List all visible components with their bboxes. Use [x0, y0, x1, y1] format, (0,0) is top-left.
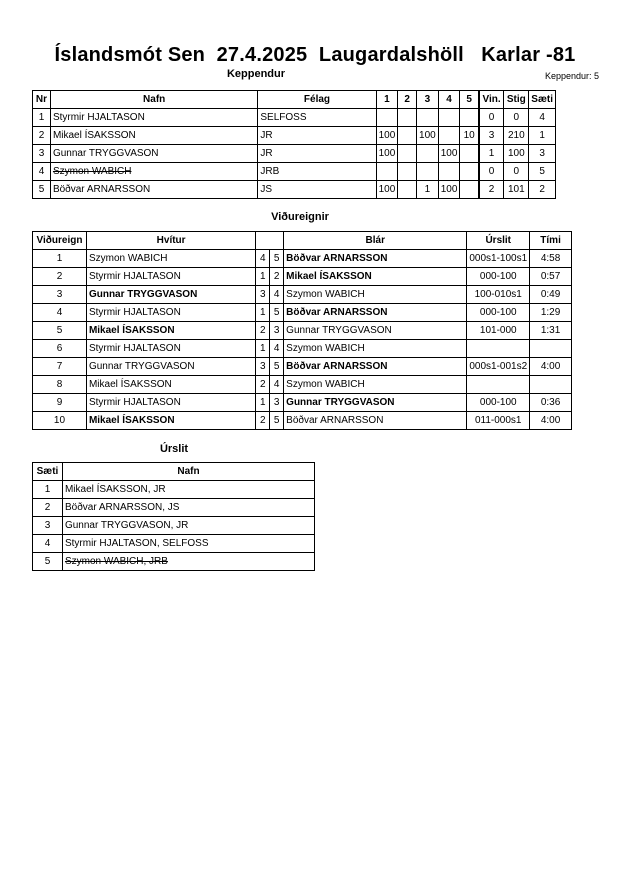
match-result: 000s1-001s2	[467, 358, 530, 376]
participant-score-r3: 1	[417, 181, 439, 199]
match-blue-nr: 4	[270, 286, 284, 304]
match-blue-nr: 5	[270, 304, 284, 322]
match-white-nr: 4	[256, 250, 270, 268]
match-row	[33, 412, 572, 430]
match-blue: Gunnar TRYGGVASON	[284, 322, 467, 340]
match-white: Gunnar TRYGGVASON	[86, 358, 255, 376]
match-result: 000-100	[467, 268, 530, 286]
participant-points: 0	[504, 163, 529, 181]
participant-score-r3	[417, 163, 439, 181]
match-number: 1	[33, 250, 87, 268]
col-club: Félag	[258, 91, 376, 109]
match-white-nr: 2	[256, 412, 270, 430]
match-row	[33, 394, 572, 412]
participant-place: 1	[529, 127, 556, 145]
participants-heading: Keppendur	[226, 68, 286, 80]
participant-score-r4: 100	[438, 181, 460, 199]
participant-score-r4	[438, 127, 460, 145]
match-result: 000-100	[467, 304, 530, 322]
result-row	[33, 481, 315, 499]
result-row	[33, 553, 315, 571]
match-white: Mikael ÍSAKSSON	[86, 322, 255, 340]
participant-points: 101	[504, 181, 529, 199]
match-result: 011-000s1	[467, 412, 530, 430]
participant-score-r1	[376, 163, 398, 181]
match-number: 6	[33, 340, 87, 358]
participant-points: 210	[504, 127, 529, 145]
col-r2: 2	[398, 91, 417, 109]
participant-score-r4	[438, 109, 460, 127]
match-white: Mikael ÍSAKSSON	[86, 412, 255, 430]
match-time	[530, 376, 572, 394]
participant-points: 100	[504, 145, 529, 163]
match-time: 4:58	[530, 250, 572, 268]
col-r3: 3	[417, 91, 439, 109]
match-blue: Böðvar ARNARSSON	[284, 412, 467, 430]
match-row	[33, 304, 572, 322]
participant-score-r1: 100	[376, 181, 398, 199]
result-place: 3	[33, 517, 63, 535]
participant-nr: 4	[33, 163, 51, 181]
result-name: Mikael ÍSAKSSON, JR	[62, 481, 314, 499]
match-number: 7	[33, 358, 87, 376]
participant-name: Styrmir HJALTASON	[50, 109, 257, 127]
col-r4: 4	[438, 91, 460, 109]
col-time: Tími	[530, 232, 572, 250]
match-number: 5	[33, 322, 87, 340]
participant-score-r2	[398, 181, 417, 199]
match-blue-nr: 2	[270, 268, 284, 286]
col-wins: Vin.	[479, 91, 504, 109]
match-blue: Szymon WABICH	[284, 376, 467, 394]
match-row	[33, 322, 572, 340]
match-result	[467, 376, 530, 394]
match-white-nr: 3	[256, 286, 270, 304]
participant-club: JR	[258, 145, 376, 163]
result-name: Böðvar ARNARSSON, JS	[62, 499, 314, 517]
participant-wins: 0	[479, 163, 504, 181]
match-time: 0:49	[530, 286, 572, 304]
match-white: Szymon WABICH	[86, 250, 255, 268]
match-result: 101-000	[467, 322, 530, 340]
participant-place: 4	[529, 109, 556, 127]
participant-score-r2	[398, 145, 417, 163]
match-blue-nr: 5	[270, 412, 284, 430]
participant-score-r5	[460, 145, 479, 163]
participant-score-r5	[460, 181, 479, 199]
match-number: 8	[33, 376, 87, 394]
participant-place: 5	[529, 163, 556, 181]
match-row	[33, 340, 572, 358]
participant-score-r5	[460, 109, 479, 127]
result-row	[33, 517, 315, 535]
match-white: Styrmir HJALTASON	[86, 268, 255, 286]
participant-name: Szymon WABICH	[50, 163, 257, 181]
match-blue: Böðvar ARNARSSON	[284, 304, 467, 322]
participant-score-r5: 10	[460, 127, 479, 145]
match-blue: Böðvar ARNARSSON	[284, 250, 467, 268]
match-white-nr: 1	[256, 340, 270, 358]
results-heading: Úrslit	[159, 443, 189, 455]
match-row	[33, 376, 572, 394]
results-table	[32, 462, 315, 571]
match-result: 000s1-100s1	[467, 250, 530, 268]
participants-table	[32, 90, 556, 199]
match-number: 10	[33, 412, 87, 430]
col-name: Nafn	[50, 91, 257, 109]
matches-table	[32, 231, 572, 430]
col-r1: 1	[376, 91, 398, 109]
match-row	[33, 268, 572, 286]
result-row	[33, 535, 315, 553]
col-white: Hvítur	[86, 232, 255, 250]
participant-club: JRB	[258, 163, 376, 181]
match-blue: Szymon WABICH	[284, 340, 467, 358]
match-white-nr: 2	[256, 322, 270, 340]
match-row	[33, 286, 572, 304]
match-number: 4	[33, 304, 87, 322]
match-time: 4:00	[530, 358, 572, 376]
result-place: 5	[33, 553, 63, 571]
result-name: Gunnar TRYGGVASON, JR	[62, 517, 314, 535]
participant-wins: 3	[479, 127, 504, 145]
match-time: 0:57	[530, 268, 572, 286]
participant-score-r2	[398, 109, 417, 127]
match-white: Mikael ÍSAKSSON	[86, 376, 255, 394]
match-row	[33, 358, 572, 376]
col-nr: Nr	[33, 91, 51, 109]
match-time	[530, 340, 572, 358]
participant-name: Gunnar TRYGGVASON	[50, 145, 257, 163]
match-result: 100-010s1	[467, 286, 530, 304]
match-result: 000-100	[467, 394, 530, 412]
participant-score-r3	[417, 109, 439, 127]
match-number: 9	[33, 394, 87, 412]
participant-score-r3: 100	[417, 127, 439, 145]
participant-nr: 1	[33, 109, 51, 127]
participant-nr: 5	[33, 181, 51, 199]
match-blue-nr: 5	[270, 358, 284, 376]
match-blue-nr: 4	[270, 340, 284, 358]
participant-place: 3	[529, 145, 556, 163]
match-time: 1:31	[530, 322, 572, 340]
participant-score-r2	[398, 127, 417, 145]
participant-name: Mikael ÍSAKSSON	[50, 127, 257, 145]
match-blue-nr: 3	[270, 394, 284, 412]
participant-score-r4	[438, 163, 460, 181]
col-white-nr	[256, 232, 270, 250]
participant-score-r1: 100	[376, 145, 398, 163]
participant-score-r5	[460, 163, 479, 181]
match-white-nr: 3	[256, 358, 270, 376]
results-header-row	[33, 463, 315, 481]
participant-score-r2	[398, 163, 417, 181]
match-time: 4:00	[530, 412, 572, 430]
participant-name: Böðvar ARNARSSON	[50, 181, 257, 199]
col-points: Stig	[504, 91, 529, 109]
participant-score-r3	[417, 145, 439, 163]
result-place: 1	[33, 481, 63, 499]
match-blue: Mikael ÍSAKSSON	[284, 268, 467, 286]
match-white: Styrmir HJALTASON	[86, 304, 255, 322]
participant-count: Keppendur: 5	[544, 71, 599, 81]
match-blue-nr: 4	[270, 376, 284, 394]
participant-club: JS	[258, 181, 376, 199]
participant-score-r1: 100	[376, 127, 398, 145]
col-blue-nr	[270, 232, 284, 250]
participant-row	[33, 181, 556, 199]
page-title: Íslandsmót Sen 27.4.2025 Laugardalshöll Karlar -81	[54, 44, 576, 66]
participant-score-r1	[376, 109, 398, 127]
col-result-place: Sæti	[33, 463, 63, 481]
result-place: 2	[33, 499, 63, 517]
participant-row	[33, 109, 556, 127]
participant-wins: 1	[479, 145, 504, 163]
match-white: Styrmir HJALTASON	[86, 394, 255, 412]
match-time: 0:36	[530, 394, 572, 412]
col-result: Úrslit	[467, 232, 530, 250]
result-place: 4	[33, 535, 63, 553]
col-result-name: Nafn	[62, 463, 314, 481]
col-place: Sæti	[529, 91, 556, 109]
participant-row	[33, 163, 556, 181]
match-blue-nr: 5	[270, 250, 284, 268]
result-name: Styrmir HJALTASON, SELFOSS	[62, 535, 314, 553]
col-r5: 5	[460, 91, 479, 109]
match-blue: Böðvar ARNARSSON	[284, 358, 467, 376]
match-white: Gunnar TRYGGVASON	[86, 286, 255, 304]
match-blue: Gunnar TRYGGVASON	[284, 394, 467, 412]
match-white-nr: 1	[256, 268, 270, 286]
participant-points: 0	[504, 109, 529, 127]
participant-wins: 2	[479, 181, 504, 199]
col-blue: Blár	[284, 232, 467, 250]
participant-place: 2	[529, 181, 556, 199]
match-blue: Szymon WABICH	[284, 286, 467, 304]
match-number: 2	[33, 268, 87, 286]
col-match-number: Viðureign	[33, 232, 87, 250]
match-blue-nr: 3	[270, 322, 284, 340]
participant-wins: 0	[479, 109, 504, 127]
match-number: 3	[33, 286, 87, 304]
match-white: Styrmir HJALTASON	[86, 340, 255, 358]
result-name: Szymon WABICH, JRB	[62, 553, 314, 571]
match-white-nr: 2	[256, 376, 270, 394]
matches-header-row	[33, 232, 572, 250]
result-row	[33, 499, 315, 517]
participant-row	[33, 145, 556, 163]
match-result	[467, 340, 530, 358]
participants-header-row	[33, 91, 556, 109]
participant-score-r4: 100	[438, 145, 460, 163]
participant-club: JR	[258, 127, 376, 145]
match-row	[33, 250, 572, 268]
participant-nr: 2	[33, 127, 51, 145]
participant-nr: 3	[33, 145, 51, 163]
participant-club: SELFOSS	[258, 109, 376, 127]
match-time: 1:29	[530, 304, 572, 322]
match-white-nr: 1	[256, 394, 270, 412]
matches-heading: Viðureignir	[271, 211, 329, 223]
participant-row	[33, 127, 556, 145]
match-white-nr: 1	[256, 304, 270, 322]
